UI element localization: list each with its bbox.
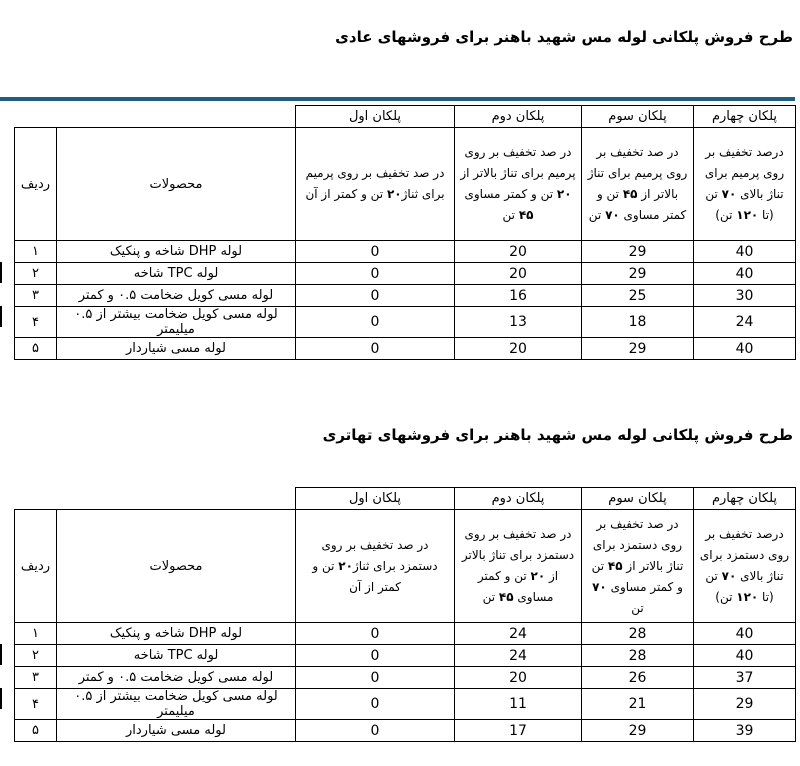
header-spacer-cell <box>15 488 296 510</box>
radif-header-cell: ردیف <box>15 510 57 623</box>
table-row <box>15 645 796 667</box>
value-cell: 30 <box>694 285 796 307</box>
step4-header: پلکان چهارم <box>694 106 796 128</box>
table-row <box>15 689 796 720</box>
step4-header: پلکان چهارم <box>694 488 796 510</box>
value-cell: 29 <box>582 338 694 360</box>
value-cell: 24 <box>455 623 582 645</box>
table-row <box>15 307 796 338</box>
edge-artifact <box>0 688 2 709</box>
value-cell: 16 <box>455 285 582 307</box>
table1-title: طرح فروش پلکانی لوله مس شهید باهنر برای فروشهای عادی <box>335 28 793 46</box>
value-cell: 40 <box>694 263 796 285</box>
product-name: لوله مسی کویل ضخامت ۰.۵ و کمتر <box>57 667 296 689</box>
row-number: ۲ <box>15 645 57 667</box>
row-number: ۱ <box>15 623 57 645</box>
table2-title: طرح فروش پلکانی لوله مس شهید باهنر برای فروشهای تهاتری <box>322 426 793 444</box>
product-name: لوله مسی کویل ضخامت بیشتر از ۰.۵ میلیمتر <box>57 307 296 338</box>
value-cell: 29 <box>694 689 796 720</box>
step3-description: در صد تخفیف بر روی پرمیم برای تناژ بالاتر از ۴۵ تن و کمتر مساوی ۷۰ تن <box>582 128 694 241</box>
edge-artifact <box>0 306 2 327</box>
value-cell: 20 <box>455 263 582 285</box>
products-header-cell: محصولات <box>57 128 296 241</box>
row-number: ۵ <box>15 338 57 360</box>
value-cell: 11 <box>455 689 582 720</box>
step4-description: درصد تخفیف بر روی پرمیم برای تناژ بالای ۷۰ تن (تا ۱۲۰ تن) <box>694 128 796 241</box>
value-cell: 29 <box>582 263 694 285</box>
table-row <box>15 241 796 263</box>
edge-artifact <box>0 644 2 665</box>
row-number: ۲ <box>15 263 57 285</box>
value-cell: 37 <box>694 667 796 689</box>
product-name: لوله DHP شاخه و پنکیک <box>57 241 296 263</box>
value-cell: 0 <box>296 623 455 645</box>
step1-header: پلکان اول <box>296 488 455 510</box>
teal-divider-rule <box>0 97 795 101</box>
value-cell: 0 <box>296 338 455 360</box>
value-cell: 39 <box>694 720 796 742</box>
table-row <box>15 263 796 285</box>
product-name: لوله مسی کویل ضخامت ۰.۵ و کمتر <box>57 285 296 307</box>
product-name: لوله DHP شاخه و پنکیک <box>57 623 296 645</box>
value-cell: 0 <box>296 645 455 667</box>
value-cell: 13 <box>455 307 582 338</box>
product-name: لوله مسی شیاردار <box>57 720 296 742</box>
value-cell: 26 <box>582 667 694 689</box>
table-row <box>15 667 796 689</box>
row-number: ۴ <box>15 307 57 338</box>
value-cell: 28 <box>582 645 694 667</box>
edge-artifact <box>0 262 2 283</box>
value-cell: 25 <box>582 285 694 307</box>
value-cell: 29 <box>582 720 694 742</box>
product-name: لوله TPC شاخه <box>57 263 296 285</box>
value-cell: 29 <box>582 241 694 263</box>
table-row <box>15 285 796 307</box>
step3-header: پلکان سوم <box>582 106 694 128</box>
table-row <box>15 338 796 360</box>
row-number: ۳ <box>15 667 57 689</box>
table-row <box>15 720 796 742</box>
value-cell: 40 <box>694 645 796 667</box>
row-number: ۴ <box>15 689 57 720</box>
value-cell: 18 <box>582 307 694 338</box>
step2-header: پلکان دوم <box>455 488 582 510</box>
value-cell: 0 <box>296 263 455 285</box>
value-cell: 21 <box>582 689 694 720</box>
row-number: ۵ <box>15 720 57 742</box>
step2-header: پلکان دوم <box>455 106 582 128</box>
product-name: لوله TPC شاخه <box>57 645 296 667</box>
step3-header: پلکان سوم <box>582 488 694 510</box>
value-cell: 40 <box>694 241 796 263</box>
table-normal-sales <box>14 105 796 360</box>
value-cell: 0 <box>296 285 455 307</box>
value-cell: 24 <box>455 645 582 667</box>
value-cell: 20 <box>455 241 582 263</box>
value-cell: 28 <box>582 623 694 645</box>
table-barter-sales <box>14 487 796 742</box>
value-cell: 20 <box>455 667 582 689</box>
step2-description: در صد تخفیف بر روی پرمیم برای تناژ بالاتر از ۲۰ تن و کمتر مساوی ۴۵ تن <box>455 128 582 241</box>
value-cell: 0 <box>296 241 455 263</box>
product-name: لوله مسی شیاردار <box>57 338 296 360</box>
header-spacer-cell <box>15 106 296 128</box>
step4-description: درصد تخفیف بر روی دستمزد برای تناژ بالای ۷۰ تن (تا ۱۲۰ تن) <box>694 510 796 623</box>
value-cell: 40 <box>694 623 796 645</box>
row-number: ۱ <box>15 241 57 263</box>
products-header-cell: محصولات <box>57 510 296 623</box>
step1-description: در صد تخفیف بر روی دستمزد برای ثناژ۲۰ تن و کمتر از آن <box>296 510 455 623</box>
step2-description: در صد تخفیف بر روی دستمزد برای تناژ بالاتر از ۲۰ تن و کمتر مساوی ۴۵ تن <box>455 510 582 623</box>
table-row <box>15 623 796 645</box>
radif-header-cell: ردیف <box>15 128 57 241</box>
value-cell: 0 <box>296 307 455 338</box>
product-name: لوله مسی کویل ضخامت بیشتر از ۰.۵ میلیمتر <box>57 689 296 720</box>
value-cell: 40 <box>694 338 796 360</box>
value-cell: 24 <box>694 307 796 338</box>
row-number: ۳ <box>15 285 57 307</box>
value-cell: 17 <box>455 720 582 742</box>
value-cell: 0 <box>296 667 455 689</box>
step1-description: در صد تخفیف بر روی پرمیم برای ثناژ۲۰ تن و کمتر از آن <box>296 128 455 241</box>
value-cell: 0 <box>296 720 455 742</box>
value-cell: 0 <box>296 689 455 720</box>
step3-description: در صد تخفیف بر روی دستمزد برای تناژ بالاتر از ۴۵ تن و کمتر مساوی ۷۰ تن <box>582 510 694 623</box>
step1-header: پلکان اول <box>296 106 455 128</box>
value-cell: 20 <box>455 338 582 360</box>
